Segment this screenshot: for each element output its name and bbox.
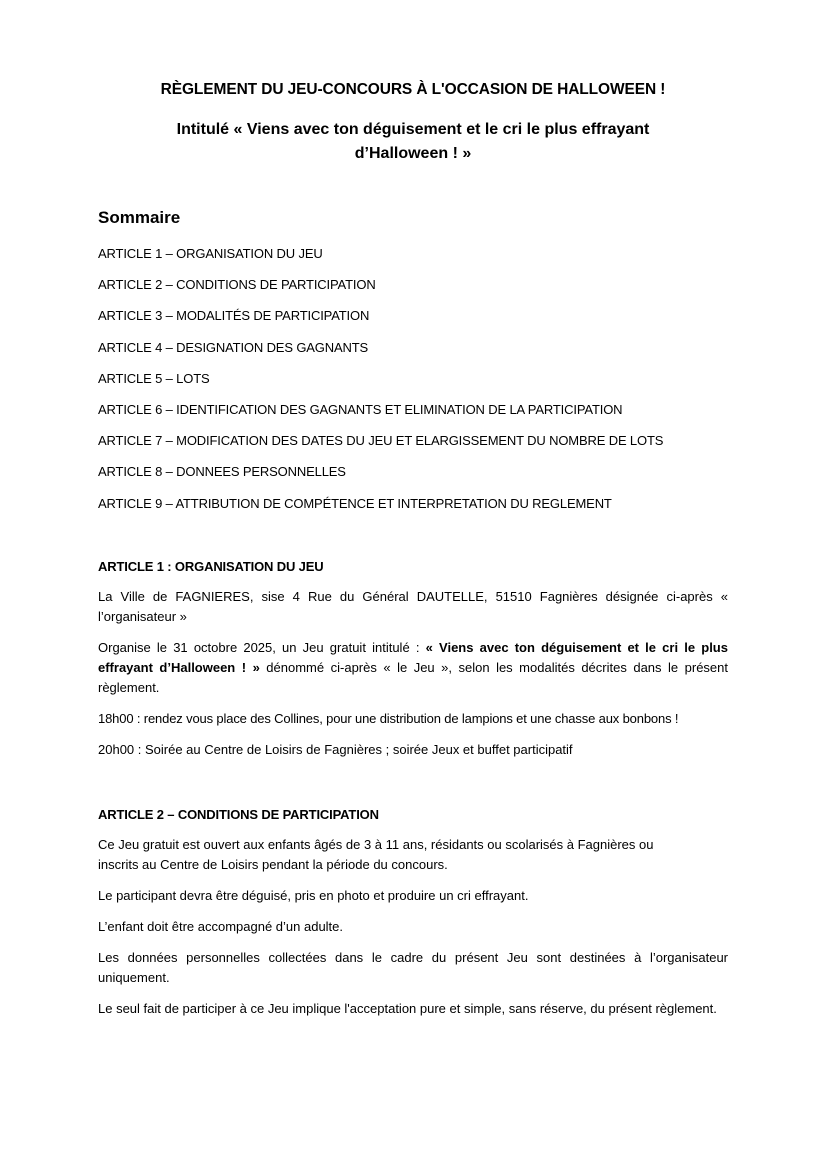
toc-item-article-5: ARTICLE 5 – LOTS (98, 370, 210, 386)
toc-item-article-6: ARTICLE 6 – IDENTIFICATION DES GAGNANTS ET ELIMINATION DE LA PARTICIPATION (98, 401, 623, 417)
article-2-eligibility-line-1: Ce Jeu gratuit est ouvert aux enfants âgés de 3 à 11 ans, résidants ou scolarisés à Fagnières ou (98, 837, 654, 852)
toc-item-article-1: ARTICLE 1 – ORGANISATION DU JEU (98, 246, 323, 261)
article-2-heading: ARTICLE 2 – CONDITIONS DE PARTICIPATION (98, 807, 379, 822)
article-2-paragraph-acceptance: Le seul fait de participer à ce Jeu implique l'acceptation pure et simple, sans réserve, du présent règlement. (98, 1001, 717, 1016)
article-2-paragraph-data: Les données personnelles collectées dans le cadre du présent Jeu sont destinées à l’organisateur uniquement. (98, 950, 728, 985)
article-2-paragraph-eligibility (98, 835, 728, 875)
article-1-heading: ARTICLE 1 : ORGANISATION DU JEU (98, 559, 324, 574)
toc-item-article-9: ARTICLE 9 – ATTRIBUTION DE COMPÉTENCE ET INTERPRETATION DU REGLEMENT (98, 495, 612, 511)
document-subtitle: Intitulé « Viens avec ton déguisement et le cri le plus effrayant d’Halloween ! » (176, 121, 650, 162)
table-of-contents (98, 244, 663, 525)
summary-heading: Sommaire (98, 208, 181, 227)
article-1-paragraph-20h: 20h00 : Soirée au Centre de Loisirs de Fagnières ; soirée Jeux et buffet participatif (98, 742, 573, 757)
toc-item-article-3: ARTICLE 3 – MODALITÉS DE PARTICIPATION (98, 308, 370, 324)
article-1-paragraph-organizer: La Ville de FAGNIERES, sise 4 Rue du Général DAUTELLE, 51510 Fagnières désignée ci-après « l’organisateur » (98, 589, 728, 624)
article-1-game-description: dénommé ci-après « le Jeu », selon les modalités décrites dans le présent règlement. (98, 660, 728, 695)
article-1-game-intro: Organise le 31 octobre 2025, un Jeu gratuit intitulé : (98, 640, 426, 655)
article-1-section (98, 557, 728, 771)
article-2-section (98, 805, 728, 1030)
toc-item-article-4: ARTICLE 4 – DESIGNATION DES GAGNANTS (98, 339, 369, 355)
article-1-paragraph-game (98, 638, 728, 698)
toc-item-article-8: ARTICLE 8 – DONNEES PERSONNELLES (98, 464, 346, 480)
article-2-eligibility-line-2: inscrits au Centre de Loisirs pendant la période du concours. (98, 857, 448, 872)
article-2-paragraph-costume: Le participant devra être déguisé, pris en photo et produire un cri effrayant. (98, 888, 529, 903)
article-1-game-title: « Viens avec ton déguisement et le cri le plus effrayant d’Halloween ! » (98, 640, 728, 675)
toc-item-article-7: ARTICLE 7 – MODIFICATION DES DATES DU JEU ET ELARGISSEMENT DU NOMBRE DE LOTS (98, 433, 664, 449)
document-title: RÈGLEMENT DU JEU-CONCOURS À L'OCCASION DE HALLOWEEN ! (160, 81, 666, 98)
toc-item-article-2: ARTICLE 2 – CONDITIONS DE PARTICIPATION (98, 277, 376, 293)
article-2-paragraph-adult: L’enfant doit être accompagné d’un adulte. (98, 919, 344, 934)
article-1-paragraph-18h: 18h00 : rendez vous place des Collines, pour une distribution de lampions et une chasse aux bonbons ! (98, 711, 679, 726)
